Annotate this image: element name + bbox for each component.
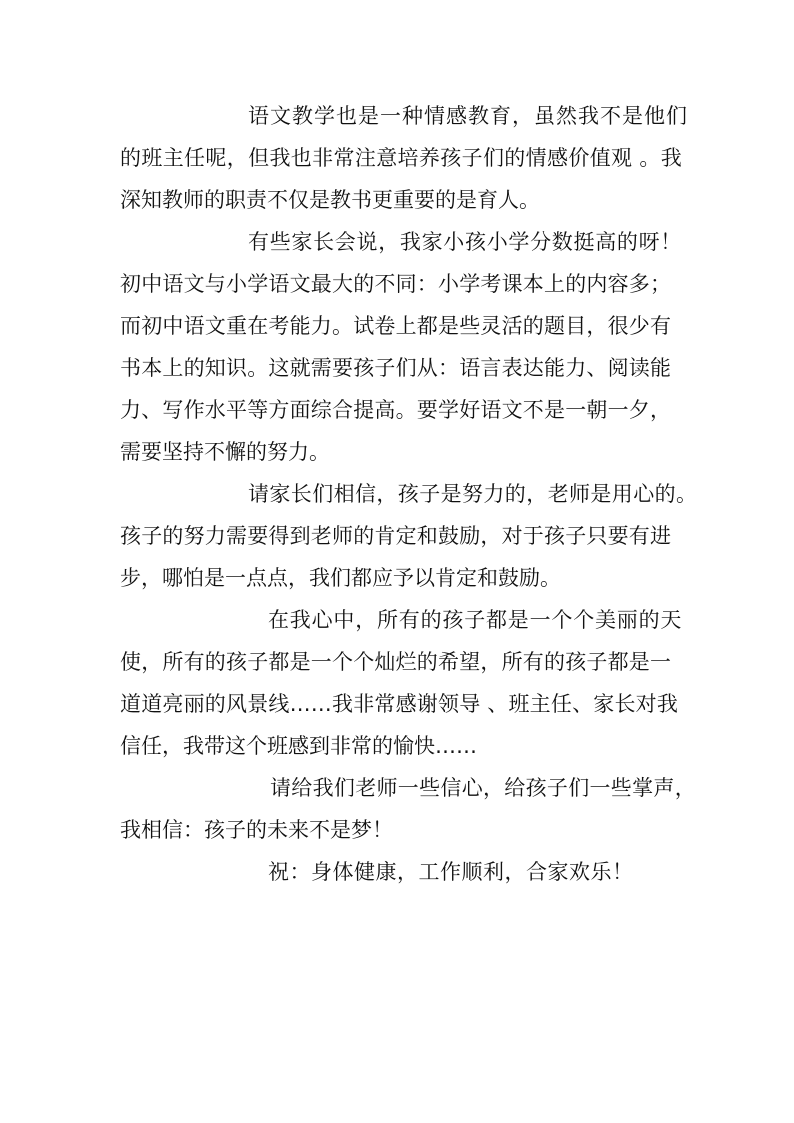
p3-line-2: 孩子的努力需要得到老师的肯定和鼓励，对于孩子只要有进 — [120, 524, 672, 548]
p5-line-1: 请给我们老师一些信心，给孩子们一些掌声， — [270, 776, 696, 800]
p1-line-2: 的班主任呢，但我也非常注意培养孩子们的情感价值观 。我 — [120, 146, 683, 170]
p4-line-4: 信任，我带这个班感到非常的愉快…… — [120, 734, 477, 758]
p2-line-6: 需要坚持不懈的努力。 — [120, 440, 330, 464]
p2-line-1: 有些家长会说，我家小孩小学分数挺高的呀！ — [248, 230, 682, 254]
p4-line-1: 在我心中，所有的孩子都是一个个美丽的天 — [268, 608, 683, 632]
p2-line-3: 而初中语文重在考能力。试卷上都是些灵活的题目，很少有 — [120, 314, 672, 338]
closing-wishes: 祝：身体健康，工作顺利，合家欢乐！ — [268, 860, 634, 884]
p4-line-3: 道道亮丽的风景线……我非常感谢领导 、班主任、家长对我 — [120, 692, 679, 716]
p2-line-2: 初中语文与小学语文最大的不同：小学考课本上的内容多； — [120, 272, 672, 296]
p1-line-3: 深知教师的职责不仅是教书更重要的是育人。 — [120, 188, 540, 212]
p1-line-1: 语文教学也是一种情感教育，虽然我不是他们 — [248, 104, 688, 128]
p2-line-4: 书本上的知识。这就需要孩子们从：语言表达能力、阅读能 — [120, 356, 672, 380]
p4-line-2: 使，所有的孩子都是一个个灿烂的希望，所有的孩子都是一 — [120, 650, 672, 674]
p3-line-3: 步，哪怕是一点点，我们都应予以肯定和鼓励。 — [120, 566, 561, 590]
p5-line-2: 我相信：孩子的未来不是梦！ — [120, 818, 393, 842]
p3-line-1: 请家长们相信，孩子是努力的，老师是用心的。 — [248, 482, 698, 506]
p2-line-5: 力、写作水平等方面综合提高。要学好语文不是一朝一夕， — [120, 398, 672, 422]
